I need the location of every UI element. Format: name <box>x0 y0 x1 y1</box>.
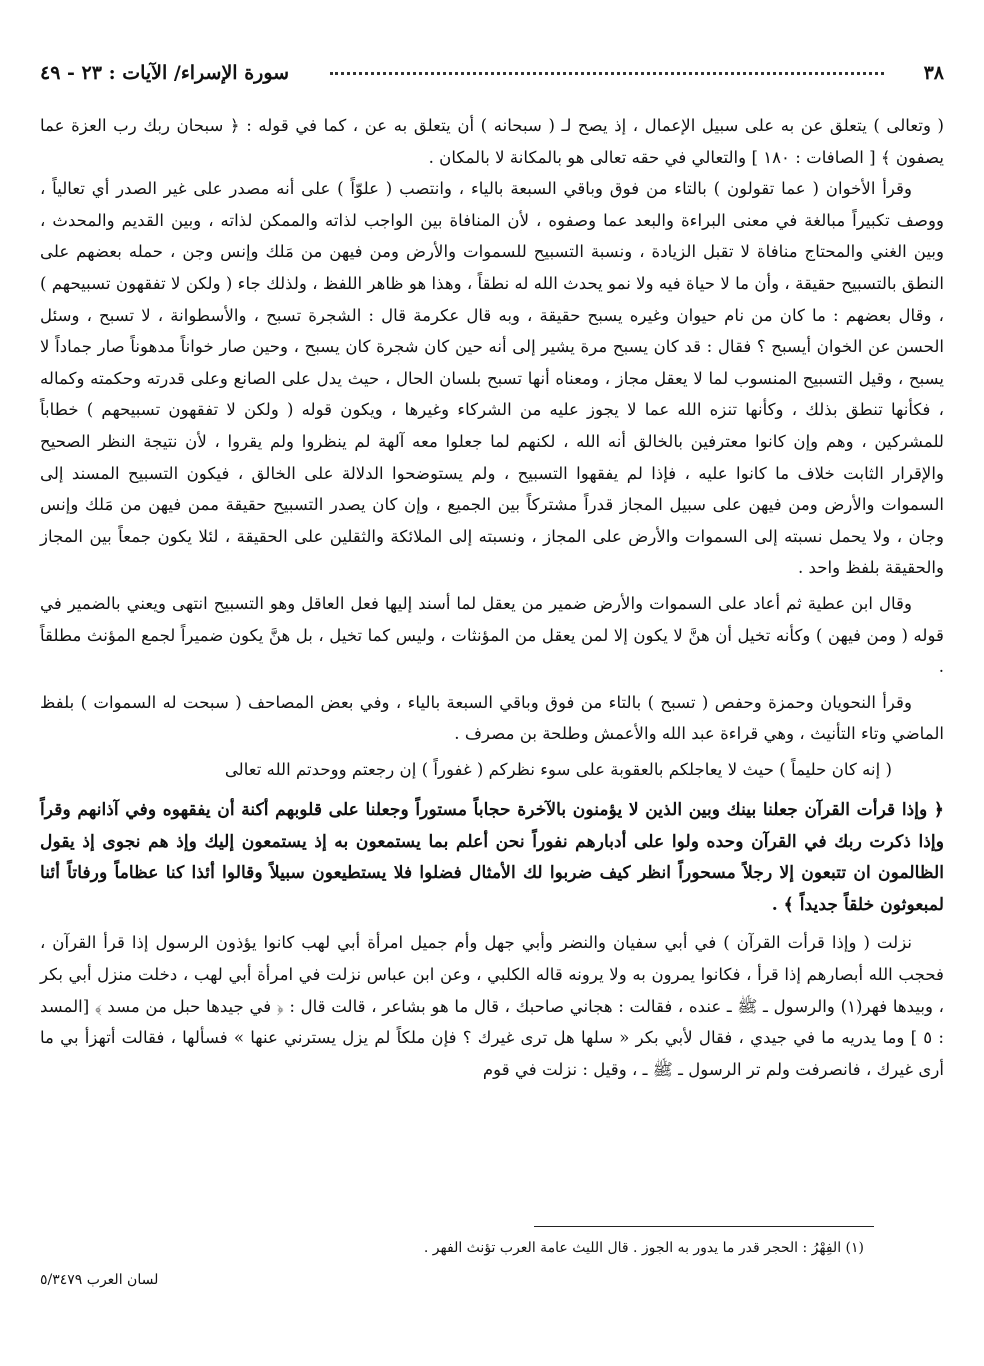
paragraph: ( إنه كان حليماً ) حيث لا يعاجلكم بالعقوبة على سوء نظركم ( غفوراً ) إن رجعتم ووحدتم الله تعالى <box>224 759 892 779</box>
header-dotted-leader <box>330 72 884 75</box>
paragraph: وقال ابن عطية ثم أعاد على السموات والأرض ضمير من يعقل لما أسند إليها فعل العاقل وهو التسبيح انتهى ويعني بالضمير في قوله ( ومن فيهن ) وكأنه تخيل أن هنَّ لا يكون إلا لمن يعقل من المؤنثات ، وليس كما تخيل ، بل هنَّ يكون ضميراً لجمع المؤنث مطلقاً . <box>40 593 944 677</box>
page-header <box>40 58 944 88</box>
paragraph: وقرأ الأخوان ( عما تقولون ) بالتاء من فوق وباقي السبعة بالياء ، وانتصب ( علوّاً ) على أنه مصدر على غير الصدر أي تعالياً ، ووصف تكبيراً مبالغة في معنى البراءة والبعد عما وصفوه ، لأن المنافاة بين الواجب لذاته والممكن لذاته ، وبين القديم والمحدث ، وبين الغني والمحتاج منافاة لا تقبل الزيادة ، ونسبة التسبيح للسموات والأرض ومن فيهن من مَلك وإنس وجن ، حمله بعضهم على النطق بالتسبيح حقيقة ، وأن ما لا حياة فيه ولا نمو يحدث الله له نطقاً ، وهذا هو ظاهر اللفظ ، ولذلك جاء ( ولكن لا تفقهون تسبيحهم ) ، وقال بعضهم : ما كان من نام حيوان وغيره يسبح حقيقة ، وبه قال عكرمة قال : الشجرة تسبح ، والأسطوانة ، لا تسبح ، وسئل الحسن عن الخوان أيسبح ؟ فقال : قد كان يسبح مرة يشير إلى أنه حين كان شجرة كان يسبح ، وحين صار خواناً مدهوناً صار جماداً لا يسبح ، وقيل التسبيح المنسوب لما لا يعقل مجاز ، ومعناه أنها تسبح بلسان الحال ، حيث يدل على الصانع وعلى قدرته وحكمته وكماله ، فكأنها تنطق بذلك ، وكأنها تنزه الله عما لا يجوز عليه من الشركاء وغيرها ، ويكون قوله ( ولكن لا تفقهون تسبيحهم ) خطاباً للمشركين ، وهم وإن كانوا معترفين بالخالق أنه الله ، لكنهم لما جعلوا معه آلهة لم ينظروا ولم يقروا ، لأن نتيجة النظر الصحيح والإقرار الثابت خلاف ما كانوا عليه ، فإذا لم يفقهوا التسبيح ، ولم يستوضحوا الدلالة على الخالق ، فيكون التسبيح المسند إلى السموات والأرض ومن فيهن على سبيل المجاز قدراً مشتركاً بين الجميع ، وإن كان يصدر التسبيح حقيقة ممن فيهن من مَلك وإنس وجان ، ولا يحمل نسبته إلى السموات والأرض على المجاز ، ونسبته إلى الملائكة والثقلين على الحقيقة ، لئلا يكون جمعاً بين المجاز والحقيقة بلفظ واحد . <box>40 179 944 578</box>
page-number: ٣٨ <box>923 62 944 84</box>
paragraph: نزلت ( وإذا قرأت القرآن ) في أبي سفيان والنضر وأبي جهل وأم جميل امرأة أبي لهب كانوا يؤذون الرسول إذا قرأ القرآن ، فحجب الله أبصارهم إذا قرأ ، فكانوا يمرون به ولا يرونه قاله الكلبي ، وعن ابن عباس نزلت في امرأة أبي لهب ، دخلت منزل أبي بكر ، وبيدها فهر(١) والرسول ـ ﷺ ـ عنده ، فقالت : هجاني صاحبك ، قال ما هو بشاعر ، قالت قال : ﴿ في جيدها حبل من مسد ﴾ [المسد : ٥ ] وما يدريه ما في جيدي ، فقال لأبي بكر « سلها هل ترى غيرك ؟ فإن ملكاً لم يزل يسترني عنها » فسألها ، فقالت أتهزأ بي ما أرى غيرك ، فانصرفت ولم تر الرسول ـ ﷺ ـ ، وقيل : نزلت في قوم <box>40 933 944 1079</box>
footnote-source: لسان العرب ٥/٣٤٧٩ <box>40 1272 159 1288</box>
footnote-divider <box>534 1226 874 1227</box>
paragraph: ( وتعالى ) يتعلق عن به على سبيل الإعمال ، إذ يصح لـ ( سبحانه ) أن يتعلق به عن ، كما في قوله : ﴿ سبحان ربك رب العزة عما يصفون ﴾ [ الصافات : ١٨٠ ] والتعالي في حقه تعالى هو بالمكانة لا بالمكان . <box>40 116 944 167</box>
paragraph: وقرأ النحويان وحمزة وحفص ( تسبح ) بالتاء من فوق وباقي السبعة بالياء ، وفي بعض المصاحف ( سبحت له السموات ) بلفظ الماضي وتاء التأنيث ، وهي قراءة عبد الله والأعمش وطلحة بن مصرف . <box>40 692 944 744</box>
running-title: سورة الإسراء/ الآيات : ٢٣ - ٤٩ <box>40 62 290 84</box>
body-text <box>40 110 944 1085</box>
footnote: (١) الفِهْرُ : الحجر قدر ما يدور به الجوز . قال الليث عامة العرب تؤنث الفهر . <box>423 1240 864 1256</box>
quran-verse: ﴿ وإذا قرأت القرآن جعلنا بينك وبين الذين لا يؤمنون بالآخرة حجاباً مستوراً وجعلنا على قلوبهم أكنة أن يفقهوه وفي آذانهم وقراً وإذا ذكرت ربك في القرآن وحده ولوا على أدبارهم نفوراً نحن أعلم بما يستمعون به إذ يستمعون إليك وإذ هم نجوى إذ يقول الظالمون ان تتبعون إلا رجلاً مسحوراً انظر كيف ضربوا لك الأمثال فضلوا فلا يستطيعون سبيلاً وقالوا أئذا كنا عظاماً ورفاتاً أئنا لمبعوثون خلقاً جديداً ﴾ . <box>40 800 944 915</box>
